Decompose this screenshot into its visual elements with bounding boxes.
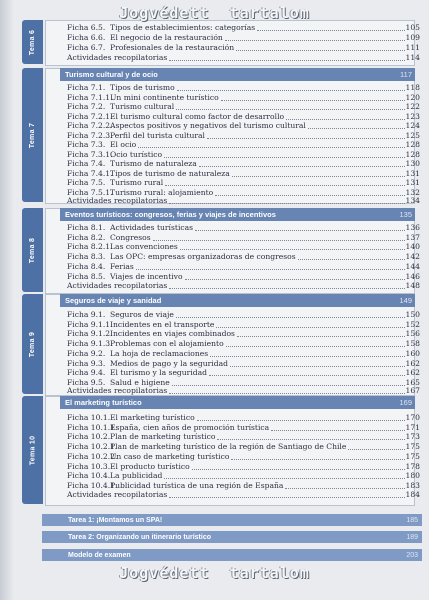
section-header-tema-10: El marketing turístico 169 xyxy=(60,396,415,409)
toc-entry: Ficha 9.1.2. Incidentes en viajes combinados 156 xyxy=(67,329,420,339)
toc-entry: Ficha 10.4.1. Publicidad turística de una región de España 183 xyxy=(67,480,420,490)
toc-activities-entry: Actividades recopilatorias 184 xyxy=(67,490,420,499)
toc-entry: Ficha 10.1. El marketing turístico 170 xyxy=(67,413,420,422)
toc-entry: Ficha 9.4. El turismo y la seguridad 162 xyxy=(67,368,420,378)
toc-entry: Ficha 8.3. Las OPC: empresas organizadoras de congresos 142 xyxy=(67,252,420,262)
toc-entry: Ficha 7.2.2. Aspectos positivos y negativos del turismo cultural 124 xyxy=(67,121,420,130)
toc-entry: Ficha 9.2. La hoja de reclamaciones 160 xyxy=(67,348,420,358)
toc-entry: Ficha 10.2.1. Plan de marketing turístico de la región de Santiago de Chile 175 xyxy=(67,442,420,452)
toc-entry: Ficha 7.2.3. Perfil del turista cultural 125 xyxy=(67,130,420,140)
toc-entry: Ficha 6.6. El negocio de la restauración 109 xyxy=(67,33,420,42)
toc-entry: Ficha 9.1.3. Problemas con el alojamiento 158 xyxy=(67,339,420,349)
section-header-tema-9: Seguros de viaje y sanidad 149 xyxy=(60,294,415,307)
toc-entry: Ficha 8.2.1. Las convenciones 140 xyxy=(67,242,420,252)
toc-entry: Ficha 7.2. Turismo cultural 122 xyxy=(67,102,420,111)
toc-entry: Ficha 7.4. Turismo de naturaleza 130 xyxy=(67,159,420,168)
toc-activities-entry: Actividades recopilatorias 148 xyxy=(67,281,420,290)
toc-entry: Ficha 8.5. Viajes de incentivo 146 xyxy=(67,271,420,281)
toc-entry: Ficha 7.5.1. Turismo rural: alojamiento 132 xyxy=(67,187,420,197)
tab-tema-9: Tema 9 xyxy=(22,294,43,394)
watermark-top: Jogvédett tartalom xyxy=(119,4,310,22)
page-binding-edge xyxy=(0,0,14,600)
toc-activities-entry: Actividades recopilatorias 134 xyxy=(67,196,420,205)
toc-entry: Ficha 8.2. Congresos 137 xyxy=(67,232,420,242)
section-header-tema-8: Eventos turísticos: congresos, ferias y viajes de incentivos 135 xyxy=(60,208,415,221)
watermark-bottom: Jogvédett tartalom xyxy=(119,564,310,582)
toc-entry: Ficha 10.1.1. España, cien años de promoción turística 171 xyxy=(67,422,420,432)
toc-entry: Ficha 7.2.1. El turismo cultural como factor de desarrollo 123 xyxy=(67,111,420,121)
toc-entry: Ficha 10.3. El producto turístico 178 xyxy=(67,461,420,471)
appendix-bar-modelo-examen: Modelo de examen 203 xyxy=(42,549,422,561)
tab-tema-10: Tema 10 xyxy=(22,396,43,504)
toc-entry: Ficha 10.4. La publicidad 180 xyxy=(67,471,420,481)
toc-entry: Ficha 9.1. Seguros de viaje 150 xyxy=(67,310,420,319)
toc-entry: Ficha 7.5. Turismo rural 131 xyxy=(67,178,420,187)
toc-entry: Ficha 7.1.1. Un mini continente turístico 120 xyxy=(67,92,420,102)
toc-entry: Ficha 7.3. El ocio 128 xyxy=(67,140,420,149)
tab-tema-7: Tema 7 xyxy=(22,68,43,202)
toc-activities-entry: Actividades recopilatorias 114 xyxy=(67,53,420,62)
toc-entry: Ficha 9.3. Medios de pago y la seguridad 162 xyxy=(67,358,420,368)
toc-entry: Ficha 7.4.1. Tipos de turismo de naturaleza 131 xyxy=(67,168,420,178)
section-header-tema-7: Turismo cultural y de ocio 117 xyxy=(60,68,415,81)
toc-entry: Ficha 10.2.2. Un caso de marketing turístico 175 xyxy=(67,451,420,461)
toc-entry: Ficha 9.1.1. Incidentes en el transporte 152 xyxy=(67,319,420,329)
toc-entry: Ficha 6.7. Profesionales de la restauración 111 xyxy=(67,43,420,52)
toc-entry: Ficha 7.1. Tipos de turismo 118 xyxy=(67,83,420,92)
tab-tema-6: Tema 6 xyxy=(22,20,43,64)
toc-activities-entry: Actividades recopilatorias 167 xyxy=(67,386,420,395)
appendix-bar-tarea-1: Tarea 1: ¡Montamos un SPA! 185 xyxy=(42,514,422,526)
toc-entry: Ficha 6.5. Tipos de establecimientos: categorías 105 xyxy=(67,23,420,32)
toc-entry: Ficha 10.2. Plan de marketing turístico 173 xyxy=(67,432,420,442)
toc-entry: Ficha 8.1. Actividades turísticas 136 xyxy=(67,223,420,232)
toc-entry: Ficha 7.3.1. Ocio turístico 128 xyxy=(67,149,420,159)
toc-entry: Ficha 8.4. Ferias 144 xyxy=(67,261,420,271)
appendix-bar-tarea-2: Tarea 2: Organizando un itinerario turístico 189 xyxy=(42,531,422,543)
tab-tema-8: Tema 8 xyxy=(22,208,43,292)
toc-entry: Ficha 9.5. Salud e higiene 165 xyxy=(67,377,420,387)
